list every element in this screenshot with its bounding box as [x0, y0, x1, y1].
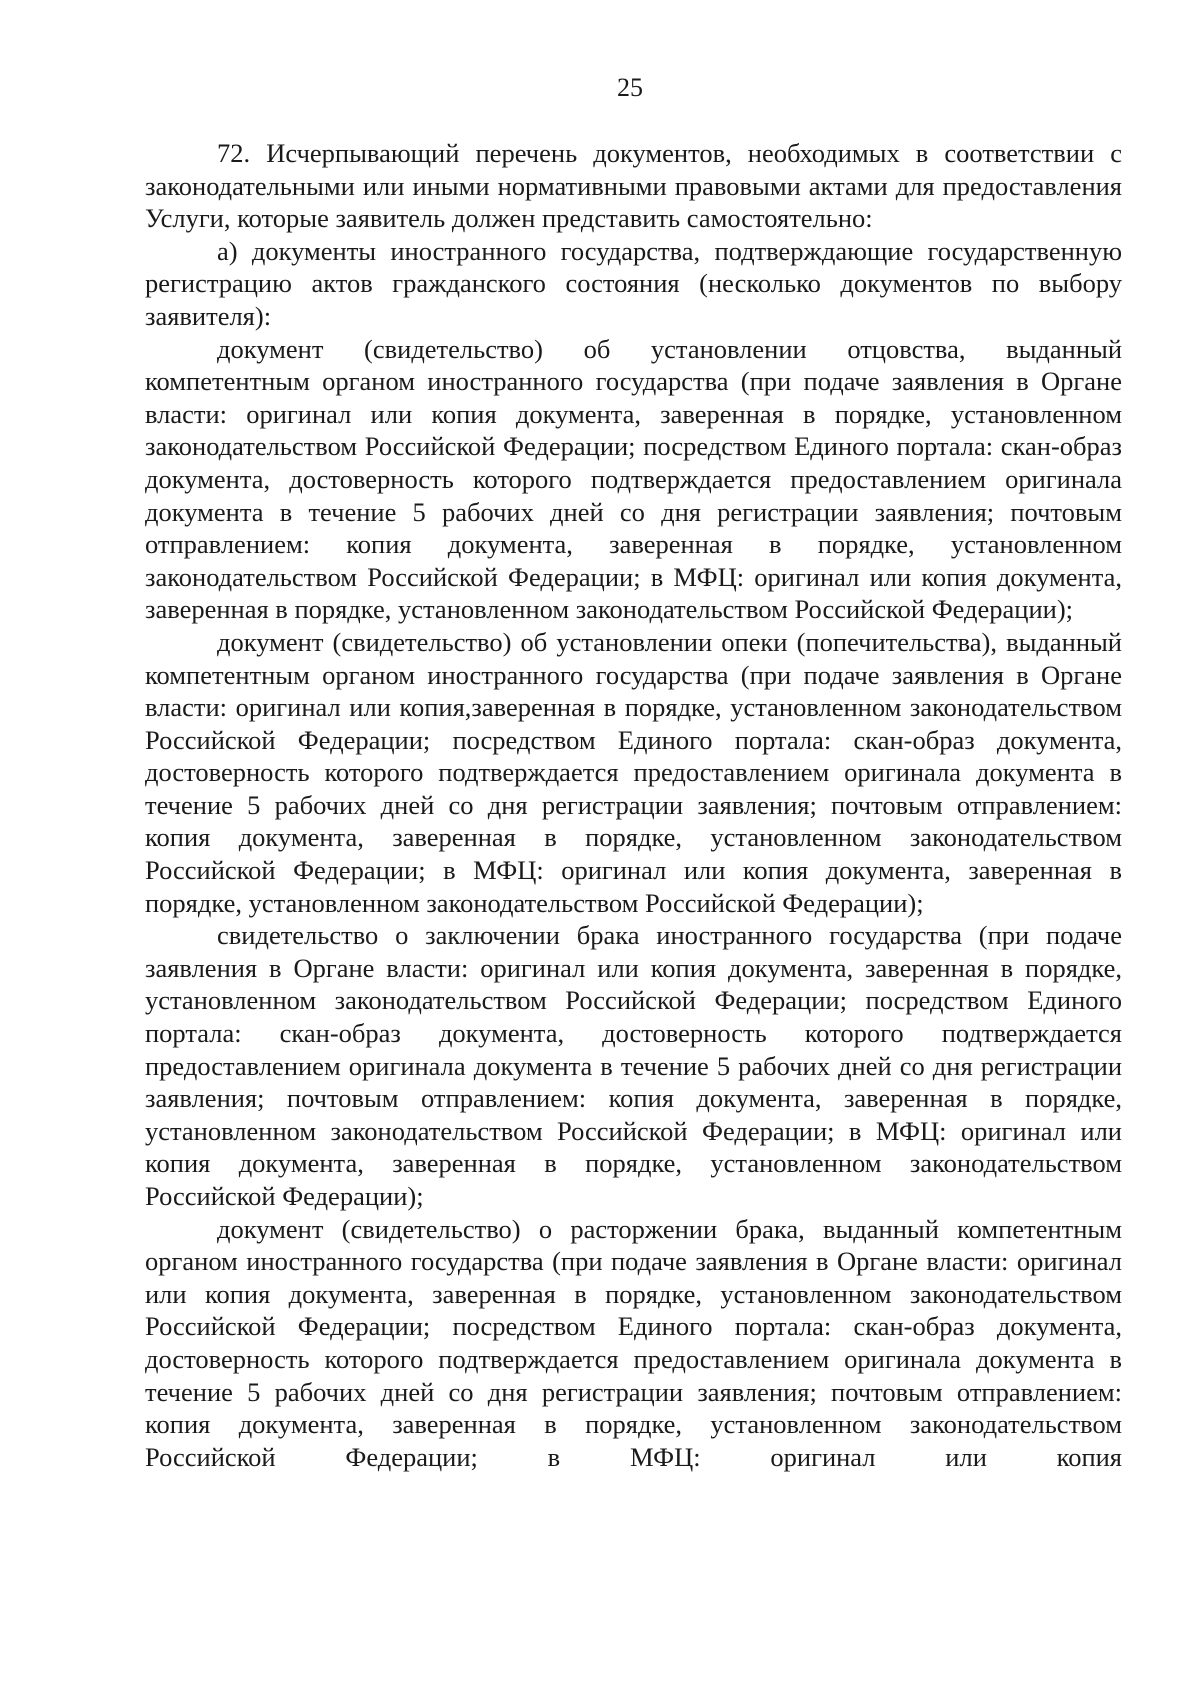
paragraph-paternity-document: документ (свидетельство) об установлении отцовства, выданный компетентным органом иностранного государства (при подаче заявления в Органе власти: оригинал или копия документа, заверенная в порядке, установленном законодательством Российской Федерации; посредством Единого портала: скан-образ документа, достоверность которого подтверждается предоставлением оригинала документа в течение 5 рабочих дней со дня регистрации заявления; почтовым отправлением: копия документа, заверенная в порядке, установленном законодательством Российской Федерации; в МФЦ: оригинал или копия документа, заверенная в порядке, установленном законодательством Российской Федерации);	[145, 333, 1122, 625]
paragraph-marriage-certificate: свидетельство о заключении брака иностранного государства (при подаче заявления в Органе власти: оригинал или копия документа, заверенная в порядке, установленном законодательством Российской Федерации; посредством Единого портала: скан-образ документа, достоверность которого подтверждается предоставлением оригинала документа в течение 5 рабочих дней со дня регистрации заявления; почтовым отправлением: копия документа, заверенная в порядке, установленном законодательством Российской Федерации; в МФЦ: оригинал или копия документа, заверенная в порядке, установленном законодательством Российской Федерации);	[145, 920, 1122, 1211]
document-body	[145, 137, 1122, 1473]
paragraph-guardianship-document: документ (свидетельство) об установлении опеки (попечительства), выданный компетентным органом иностранного государства (при подаче заявления в Органе власти: оригинал или копия,заверенная в порядке, установленном законодательством Российской Федерации; посредством Единого портала: скан-образ документа, достоверность которого подтверждается предоставлением оригинала документа в течение 5 рабочих дней со дня регистрации заявления; почтовым отправлением: копия документа, заверенная в порядке, установленном законодательством Российской Федерации; в МФЦ: оригинал или копия документа, заверенная в порядке, установленном законодательством Российской Федерации);	[145, 626, 1122, 918]
paragraph-item-72: 72. Исчерпывающий перечень документов, необходимых в соответствии с законодательными или иными нормативными правовыми актами для предоставления Услуги, которые заявитель должен представить самостоятельно:	[145, 138, 1122, 234]
paragraph-divorce-document: документ (свидетельство) о расторжении брака, выданный компетентным органом иностранного государства (при подаче заявления в Органе власти: оригинал или копия документа, заверенная в порядке, установленном законодательством Российской Федерации; посредством Единого портала: скан-образ документа, достоверность которого подтверждается предоставлением оригинала документа в течение 5 рабочих дней со дня регистрации заявления; почтовым отправлением: копия документа, заверенная в порядке, установленном законодательством Российской Федерации; в МФЦ: оригинал или копия	[145, 1213, 1122, 1472]
page-number: 25	[617, 73, 643, 102]
paragraph-subitem-a: а) документы иностранного государства, подтверждающие государственную регистрацию актов гражданского состояния (несколько документов по выбору заявителя):	[145, 235, 1122, 331]
